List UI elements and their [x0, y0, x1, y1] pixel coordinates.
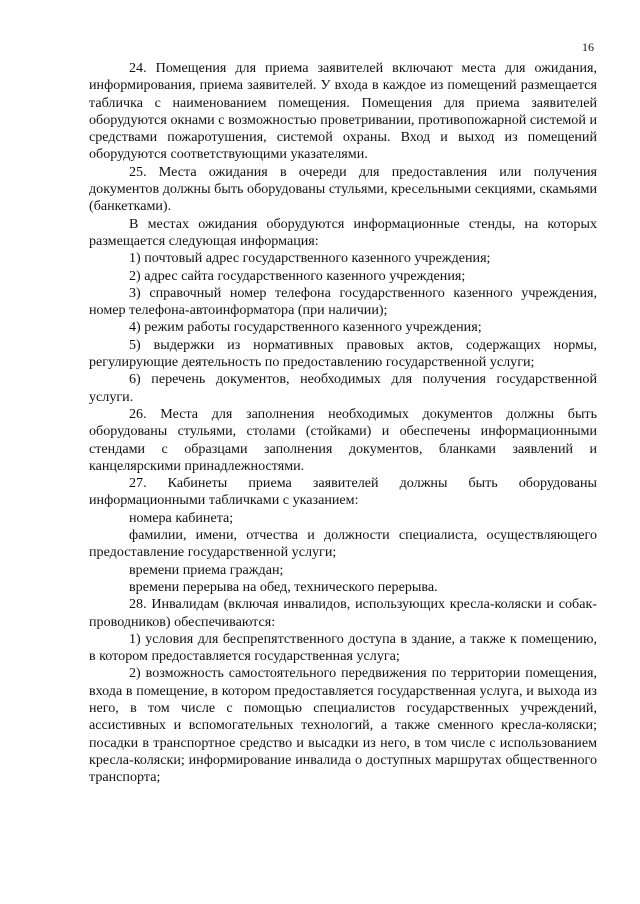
list-item: 6) перечень документов, необходимых для получения государственной услуги. [89, 371, 597, 405]
paragraph-26: 26. Места для заполнения необходимых документов должны быть оборудованы стульями, столами (стойками) и обеспечены информационными стендами с образцами заполнения документов, бланками заявлений и канцелярскими принадлежностями. [89, 405, 597, 474]
paragraph-28: 28. Инвалидам (включая инвалидов, использующих кресла-коляски и собак-проводников) обеспечиваются: [89, 596, 597, 630]
list-item: номера кабинета; [129, 509, 234, 526]
list-item: времени перерыва на обед, технического перерыва. [129, 578, 438, 595]
list-item: 2) адрес сайта государственного казенного учреждения; [129, 267, 466, 284]
paragraph-25: 25. Места ожидания в очереди для предоставления или получения документов должны быть оборудованы стульями, кресельными секциями, скамьями (банкетками). [89, 163, 597, 215]
list-item: 1) почтовый адрес государственного казенного учреждения; [129, 250, 491, 267]
page-number: 16 [582, 40, 594, 54]
document-body [89, 60, 597, 786]
list-item: 2) возможность самостоятельного передвижения по территории помещения, входа в помещение, в котором предоставляется государственная услуга, и выхода из него, в том числе с помощью специалистов государственных учреждений, ассистивных и вспомогательных технологий, а также сменного кресла-коляски; посадки в транспортное средство и высадки из него, в том числе с использованием кресла-коляски; информирование инвалида о доступных маршрутах общественного транспорта; [89, 665, 597, 786]
list-item: 4) режим работы государственного казенного учреждения; [129, 319, 482, 336]
list-item: 3) справочный номер телефона государственного казенного учреждения, номер телефона-автоинформатора (при наличии); [89, 284, 597, 319]
paragraph-stands-intro: В местах ожидания оборудуются информационные стенды, на которых размещается следующая информация: [89, 215, 597, 249]
list-item: 1) условия для беспрепятственного доступа в здание, а также к помещению, в котором предоставляется государственная услуга; [89, 630, 597, 665]
list-item: фамилии, имени, отчества и должности специалиста, осуществляющего предоставление государственной услуги; [89, 527, 597, 561]
paragraph-27: 27. Кабинеты приема заявителей должны быть оборудованы информационными табличками с указанием: [89, 475, 597, 509]
list-item: 5) выдержки из нормативных правовых актов, содержащих нормы, регулирующие деятельность по предоставлению государственной услуги; [89, 336, 597, 371]
paragraph-24: 24. Помещения для приема заявителей включают места для ожидания, информирования, приема заявителей. У входа в каждое из помещений размещается табличка с наименованием помещения. Помещения для приема заявителей оборудуются окнами с возможностью проветривании, противопожарной системой и средствами пожаротушения, системой охраны. Вход и выход из помещений оборудуются соответствующими указателями. [89, 60, 597, 163]
list-item: времени приема граждан; [129, 561, 284, 578]
